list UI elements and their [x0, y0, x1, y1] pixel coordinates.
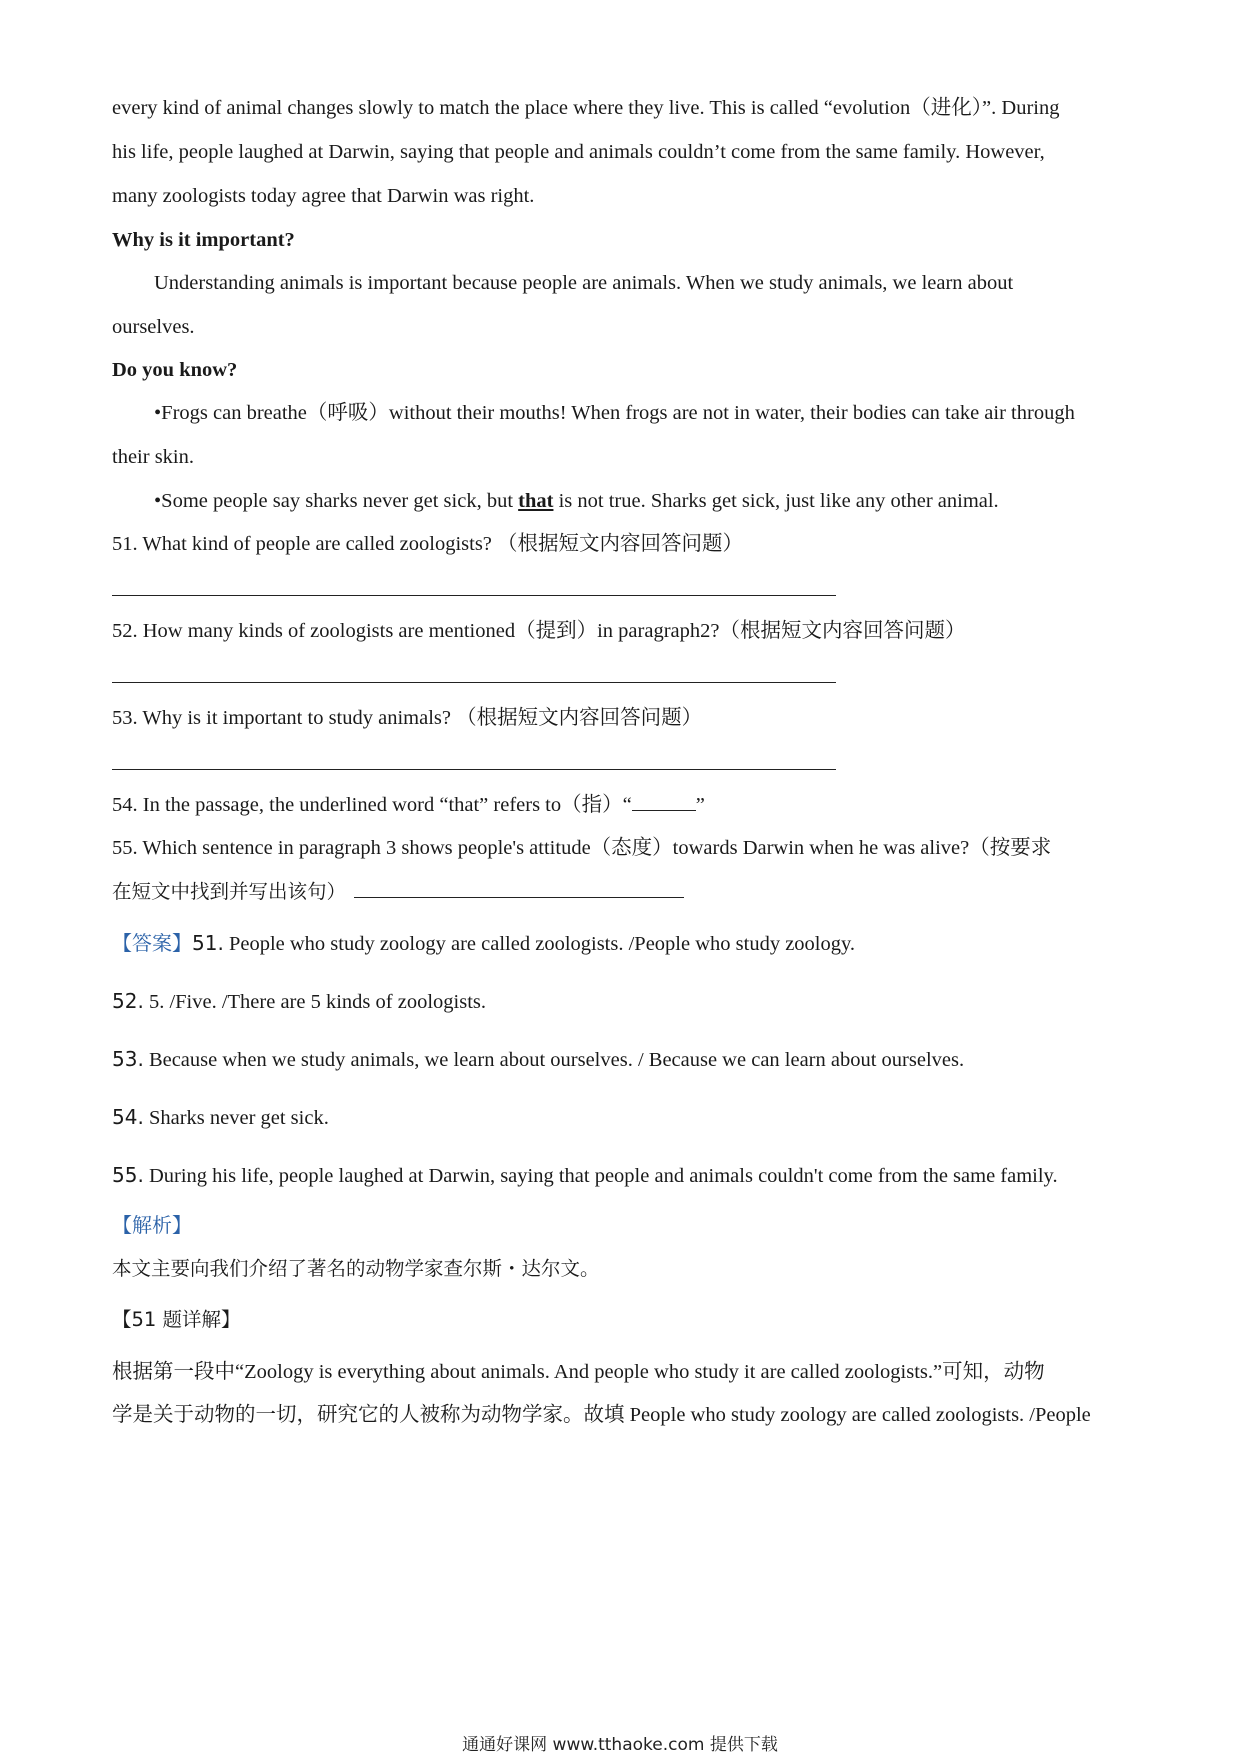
- answer-54: [112, 1107, 329, 1129]
- passage-line: his life, people laughed at Darwin, saying that people and animals couldn’t come from the same family. However,: [112, 141, 1045, 163]
- answer-text: People who study zoology are called zoologists. /People who study zoology.: [223, 933, 856, 955]
- passage-line: many zoologists today agree that Darwin was right.: [112, 185, 535, 207]
- bullet-text: •Some people say sharks never get sick, but: [154, 490, 519, 512]
- question-text: 在短文中找到并写出该句）: [112, 880, 347, 903]
- question-54: [112, 795, 705, 816]
- answer-number: 53.: [112, 1047, 144, 1071]
- question-55-cont: [112, 882, 684, 903]
- answer-blank: [354, 883, 684, 898]
- footer-watermark: 通通好课网 www.tthaoke.com 提供下载: [462, 1735, 778, 1755]
- answer-blank: [112, 682, 836, 683]
- answer-52: [112, 991, 486, 1013]
- answer-53: [112, 1049, 964, 1071]
- passage-line: every kind of animal changes slowly to match the place where they live. This is called “evolution（进化）”. During: [112, 97, 1060, 119]
- answer-55: [112, 1165, 1058, 1187]
- passage-line: ourselves.: [112, 316, 195, 338]
- answer-text: Because when we study animals, we learn about ourselves. / Because we can learn about ourselves.: [143, 1049, 965, 1071]
- answer-text: Sharks never get sick.: [143, 1107, 329, 1129]
- analysis-summary: 本文主要向我们介绍了著名的动物学家查尔斯・达尔文。: [112, 1257, 600, 1280]
- detail-line: 学是关于动物的一切，研究它的人被称为动物学家。故填 People who study zoology are called zoologists. /People: [112, 1404, 1091, 1426]
- analysis-tag: 【解析】: [112, 1213, 192, 1237]
- bullet-line: their skin.: [112, 446, 194, 468]
- answer-number: 52.: [112, 989, 144, 1013]
- question-55: 55. Which sentence in paragraph 3 shows people's attitude（态度）towards Darwin when he was alive?（按要求: [112, 837, 1052, 859]
- answer-51: [112, 933, 855, 955]
- section-heading: Do you know?: [112, 359, 238, 381]
- answer-blank: [632, 796, 696, 811]
- passage-line: Understanding animals is important because people are animals. When we study animals, we learn about: [154, 272, 1014, 294]
- underlined-word: that: [518, 490, 554, 512]
- answer-blank: [112, 769, 836, 770]
- detail-title: 【51 题详解】: [112, 1308, 241, 1331]
- question-52: 52. How many kinds of zoologists are mentioned（提到）in paragraph2?（根据短文内容回答问题）: [112, 620, 966, 642]
- question-text: ”: [695, 794, 705, 816]
- bullet-text: is not true. Sharks get sick, just like any other animal.: [553, 490, 999, 512]
- answer-number: 55.: [112, 1163, 144, 1187]
- question-text: 54. In the passage, the underlined word “that” refers to（指）“: [112, 794, 632, 816]
- answer-number: 54.: [112, 1105, 144, 1129]
- question-53: 53. Why is it important to study animals? （根据短文内容回答问题）: [112, 707, 703, 729]
- detail-line: 根据第一段中“Zoology is everything about animals. And people who study it are called zoologists.”可知，动物: [112, 1361, 1045, 1383]
- answer-text: During his life, people laughed at Darwin, saying that people and animals couldn't come from the same family.: [143, 1165, 1058, 1187]
- answer-text: 5. /Five. /There are 5 kinds of zoologists.: [143, 991, 486, 1013]
- answer-number: 51.: [192, 931, 224, 955]
- answer-tag: 【答案】: [112, 931, 192, 955]
- bullet-line: [154, 491, 999, 512]
- answer-blank: [112, 595, 836, 596]
- bullet-line: •Frogs can breathe（呼吸）without their mouths! When frogs are not in water, their bodies can take air through: [154, 402, 1075, 424]
- question-51: 51. What kind of people are called zoologists? （根据短文内容回答问题）: [112, 533, 744, 555]
- section-heading: Why is it important?: [112, 229, 295, 251]
